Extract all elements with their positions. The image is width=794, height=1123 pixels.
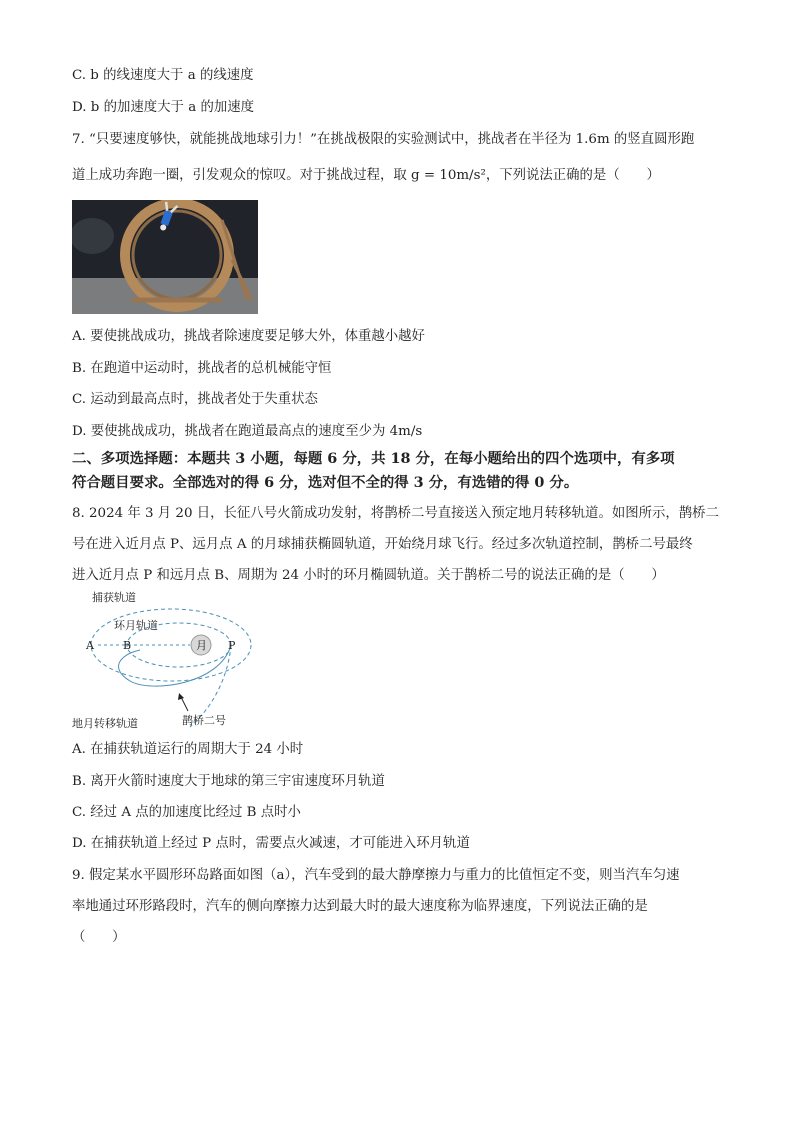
question-9-stem-line-3: （ ） xyxy=(72,930,126,945)
capture-orbit-label: 捕获轨道 xyxy=(92,591,136,604)
question-7-option-c: C. 运动到最高点时，挑战者处于失重状态 xyxy=(72,392,318,407)
point-a-label: A xyxy=(86,639,94,652)
orbit-diagram xyxy=(70,585,270,739)
question-9-stem-line-1: 9. 假定某水平圆形环岛路面如图（a），汽车受到的最大静摩擦力与重力的比值恒定不变，则当汽车匀速 xyxy=(72,868,680,883)
question-8-option-d: D. 在捕获轨道上经过 P 点时，需要点火减速，才可能进入环月轨道 xyxy=(72,836,470,851)
question-8-option-b: B. 离开火箭时速度大于地球的第三宇宙速度环月轨道 xyxy=(72,774,385,789)
transfer-orbit-label: 地月转移轨道 xyxy=(72,717,138,730)
question-8-stem-line-1: 8. 2024 年 3 月 20 日，长征八号火箭成功发射，将鹊桥二号直接送入预定地月转移轨道。如图所示，鹊桥二 xyxy=(72,506,719,521)
satellite-label: 鹊桥二号 xyxy=(182,714,226,727)
question-7-option-a: A. 要使挑战成功，挑战者除速度要足够大外，体重越小越好 xyxy=(72,329,425,344)
question-9-stem-line-2: 率地通过环形路段时，汽车的侧向摩擦力达到最大时的最大速度称为临界速度，下列说法正确的是 xyxy=(72,899,648,914)
question-7-stem-line-2: 道上成功奔跑一圈，引发观众的惊叹。对于挑战过程，取 g = 10m/s²，下列说法正确的是（ ） xyxy=(72,168,660,183)
question-7-option-b: B. 在跑道中运动时，挑战者的总机械能守恒 xyxy=(72,361,332,376)
loop-track-photo-graphic xyxy=(72,200,258,314)
moon-label: 月 xyxy=(196,639,207,652)
question-6-option-c: C. b 的线速度大于 a 的线速度 xyxy=(72,68,254,83)
question-8-option-c: C. 经过 A 点的加速度比经过 B 点时小 xyxy=(72,805,301,820)
question-8-stem-line-2: 号在进入近月点 P、远月点 A 的月球捕获椭圆轨道，开始绕月球飞行。经过多次轨道控制，鹊桥二号最终 xyxy=(72,537,693,552)
question-7-option-d: D. 要使挑战成功，挑战者在跑道最高点的速度至少为 4m/s xyxy=(72,424,423,439)
question-8-stem-line-3: 进入近月点 P 和远月点 B、周期为 24 小时的环月椭圆轨道。关于鹊桥二号的说法正确的是（ ） xyxy=(72,568,665,583)
question-7-stem-line-1: 7. “只要速度够快，就能挑战地球引力！”在挑战极限的实验测试中，挑战者在半径为 1.6m 的竖直圆形跑 xyxy=(72,132,695,147)
satellite-arrow-head xyxy=(178,693,184,700)
section-2-heading-line-1: 二、多项选择题：本题共 3 小题，每题 6 分，共 18 分，在每小题给出的四个选项中，有多项 xyxy=(72,450,675,467)
question-6-option-d: D. b 的加速度大于 a 的加速度 xyxy=(72,100,255,115)
lunar-orbit-label: 环月轨道 xyxy=(114,619,158,632)
point-p-label: P xyxy=(228,639,236,652)
loop-track-photo xyxy=(72,200,258,314)
section-2-heading-line-2: 符合题目要求。全部选对的得 6 分，选对但不全的得 3 分，有选错的得 0 分。 xyxy=(72,474,579,491)
question-8-option-a: A. 在捕获轨道运行的周期大于 24 小时 xyxy=(72,742,304,757)
point-b-label: B xyxy=(123,639,132,652)
transfer-orbit-path xyxy=(119,645,231,686)
satellite-arrow xyxy=(181,697,188,711)
